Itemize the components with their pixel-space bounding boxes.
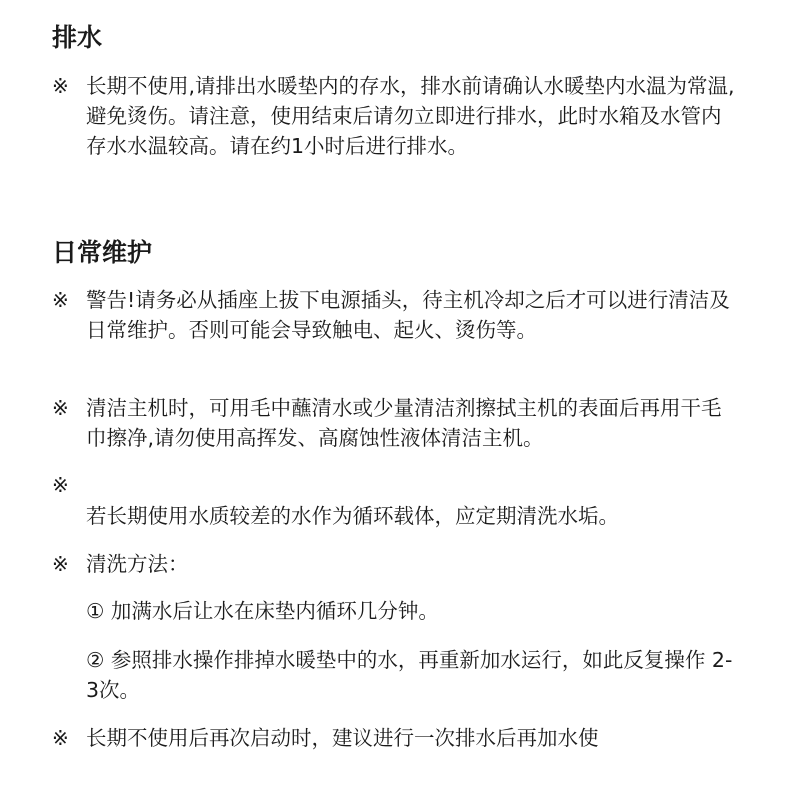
- section-heading-drainage: 排水: [52, 23, 103, 52]
- restart-note: 长期不使用后再次启动时，建议进行一次排水后再加水使: [86, 726, 599, 750]
- scale-note: 若长期使用水质较差的水作为循环载体，应定期清洗水垢。: [86, 504, 619, 528]
- drainage-note: 长期不使用,请排出水暖垫内的存水，排水前请确认水暖垫内水温为常温,避免烫伤。请注意，使用结束后请勿立即进行排水，此时水箱及水管内存水水温较高。请在约1小时后进行排水。: [86, 74, 735, 158]
- note-mark: ※: [52, 74, 69, 98]
- note-mark: ※: [52, 552, 69, 576]
- note-mark: ※: [52, 396, 69, 420]
- cleaning-method-label: 清洗方法：: [86, 552, 189, 576]
- note-mark: ※: [52, 473, 69, 497]
- note-mark: ※: [52, 288, 69, 312]
- cleaning-step-2: ② 参照排水操作排掉水暖垫中的水，再重新加水运行，如此反复操作 2-3次。: [86, 648, 733, 702]
- cleaning-step-1: ① 加满水后让水在床垫内循环几分钟。: [86, 599, 439, 623]
- section-heading-maintenance: 日常维护: [52, 238, 153, 267]
- cleaning-note: 清洁主机时，可用毛中蘸清水或少量清洁剂擦拭主机的表面后再用干毛巾擦净,请勿使用高挥发、高腐蚀性液体清洁主机。: [86, 396, 722, 450]
- warning-note: 警告!请务必从插座上拔下电源插头，待主机冷却之后才可以进行清洁及日常维护。否则可能会导致触电、起火、烫伤等。: [86, 288, 730, 342]
- note-mark: ※: [52, 726, 69, 750]
